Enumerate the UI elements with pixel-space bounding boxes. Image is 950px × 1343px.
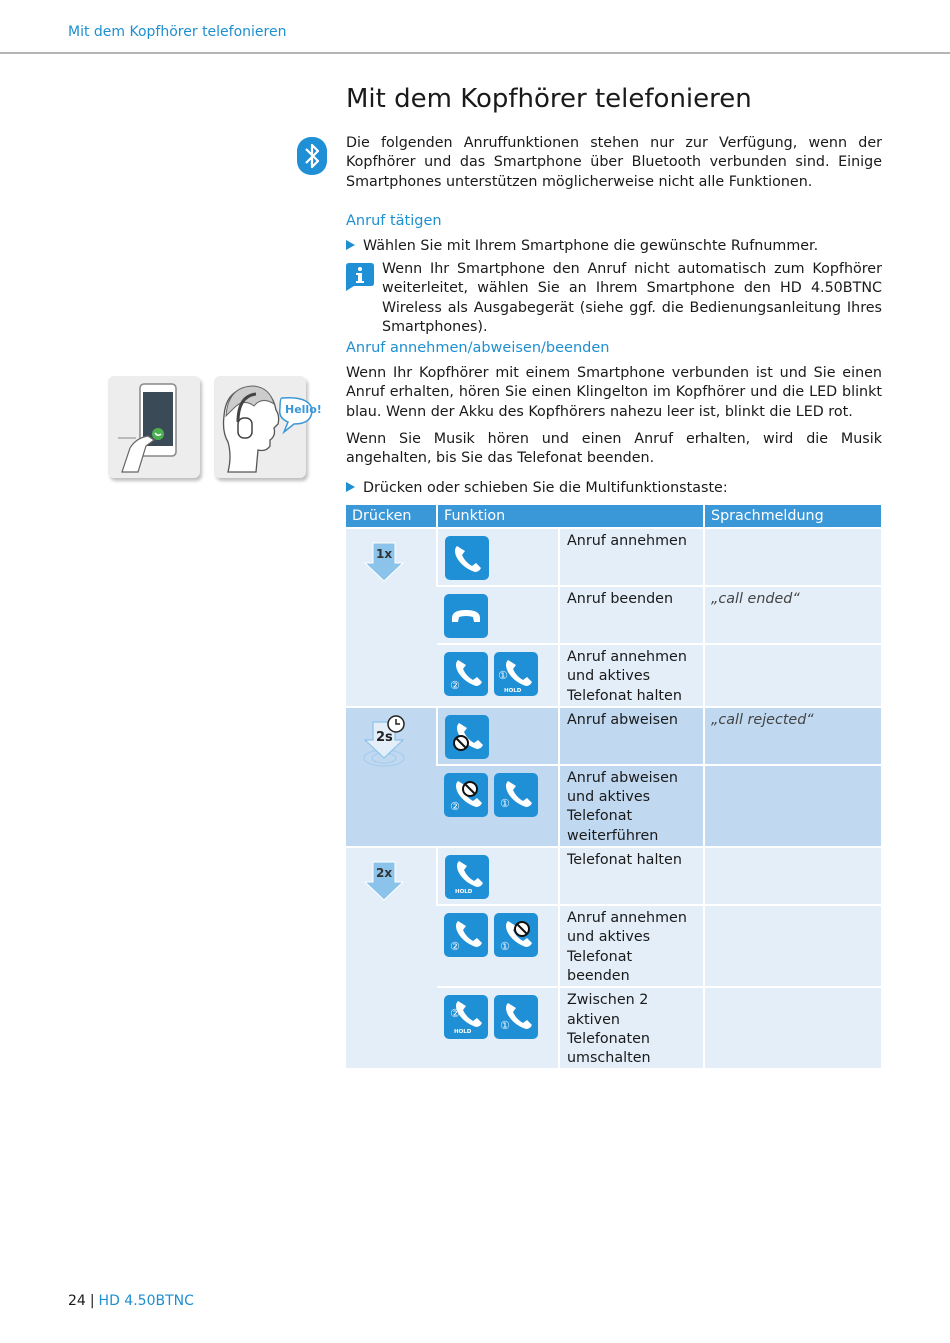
function-text: Zwischen 2 aktiven Telefonaten umschalten [559,987,704,1068]
voice-text [704,847,881,905]
bullet-arrow-icon [346,240,355,250]
press-hold-icon [346,708,436,768]
speech-bubble-text: Hello! [285,403,322,416]
voice-text [704,905,881,987]
second-call-marker: ② [450,679,460,692]
call-functions-table [346,505,881,1068]
phone-hold-first-icon [494,652,538,696]
page-number: 24 [68,1293,86,1309]
phone-hold-second-icon [444,995,488,1039]
second-call-marker: ② [450,940,460,954]
function-text: Anruf beenden [559,586,704,644]
info-note: Wenn Ihr Smartphone den Anruf nicht automatisch zum Kopfhörer weiterleitet, wählen Sie an Ihrem Smartphone den HD 4.50BTNC Wireless als Ausgabegerät (siehe ggf. die Bedienungsanleitung Ihres Smartphones). [382,261,882,335]
function-text: Anruf abweisen und aktives Telefonat weiterführen [559,765,704,847]
voice-text [704,528,881,586]
header-divider [0,52,950,54]
intro-paragraph: Die folgenden Anruffunktionen stehen nur zur Verfügung, wenn der Kopfhörer und das Smartphone über Bluetooth verbunden sind. Einige Smartphones unterstützen möglicherweise nicht alle Funktionen. [346,135,882,190]
function-text: Anruf annehmen und aktives Telefonat halten [559,644,704,707]
table-row [346,707,881,765]
answer-paragraph-2: Wenn Sie Musik hören und einen Anruf erhalten, wird die Musik angehalten, bis Sie das Telefonat beenden. [346,431,882,467]
model-name: HD 4.50BTNC [98,1293,194,1309]
function-text: Telefonat halten [559,847,704,905]
table-header-row [346,505,881,528]
press-2x-cell [346,847,437,1068]
icon-cell [437,644,559,707]
step-press-text: Drücken oder schieben Sie die Multifunktionstaste: [363,480,728,496]
icon-cell [437,905,559,987]
voice-text [704,765,881,847]
first-call-marker: ① [498,669,508,682]
phone-reject-icon [445,715,489,759]
second-call-marker: ② [450,1007,460,1021]
press-once-icon [346,529,436,589]
info-icon [346,263,374,291]
smartphone-call-illustration [108,376,200,478]
hold-label: HOLD [454,1029,472,1036]
hold-label: HOLD [455,889,473,896]
phone-answer-icon [445,536,489,580]
bullet-arrow-icon [346,482,355,492]
icon-cell [437,987,559,1068]
first-call-marker: ① [500,940,510,954]
second-call-marker: ② [450,799,460,813]
voice-text: „call ended“ [704,586,881,644]
phone-answer-second-icon [444,913,488,957]
bluetooth-icon [297,137,327,175]
press-2x-label: 2x [376,866,393,881]
voice-text [704,644,881,707]
header-voice-prompt: Sprachmeldung [704,505,881,528]
voice-text: „call rejected“ [704,707,881,765]
first-call-marker: ① [500,1019,510,1033]
answer-paragraph-1: Wenn Ihr Kopfhörer mit einem Smartphone verbunden ist und Sie einen Anruf erhalten, hören Sie einen Klingelton im Kopfhörer und die LED blinkt blau. Wenn der Akku des Kopfhörers nahezu leer ist, blinkt die LED rot. [346,365,882,420]
function-text: Anruf abweisen [559,707,704,765]
phone-end-first-icon [494,913,538,957]
icon-cell [437,586,559,644]
phone-hold-icon [445,855,489,899]
press-twice-icon [346,848,436,908]
step-dial [346,237,818,256]
running-header: Mit dem Kopfhörer telefonieren [68,24,287,40]
icon-cell [437,528,559,586]
headset-person-illustration [214,376,322,478]
page-footer [68,1293,194,1309]
step-press [346,479,728,498]
heading-answer-call: Anruf annehmen/abweisen/beenden [346,340,610,356]
voice-text [704,987,881,1068]
step-dial-text: Wählen Sie mit Ihrem Smartphone die gewünschte Rufnummer. [363,238,819,254]
header-function: Funktion [437,505,704,528]
phone-reject-second-icon [444,773,488,817]
function-text: Anruf annehmen [559,528,704,586]
phone-continue-first-icon [494,773,538,817]
page-title: Mit dem Kopfhörer telefonieren [346,84,752,114]
header-press: Drücken [346,505,437,528]
press-1x-label: 1x [376,547,393,561]
first-call-marker: ① [500,796,510,810]
table-row [346,847,881,905]
press-2s-label: 2s [376,729,393,745]
phone-switch-first-icon [494,995,538,1039]
table-row [346,528,881,586]
heading-make-call: Anruf tätigen [346,213,442,229]
press-1x-cell [346,528,437,707]
function-text: Anruf annehmen und aktives Telefonat beenden [559,905,704,987]
icon-cell [437,765,559,847]
phone-answer-second-icon [444,652,488,696]
icon-cell [437,847,559,905]
icon-cell [437,707,559,765]
footer-separator: | [89,1293,95,1309]
press-2s-cell [346,707,437,847]
phone-hangup-icon [444,594,488,638]
hold-label: HOLD [504,688,522,694]
